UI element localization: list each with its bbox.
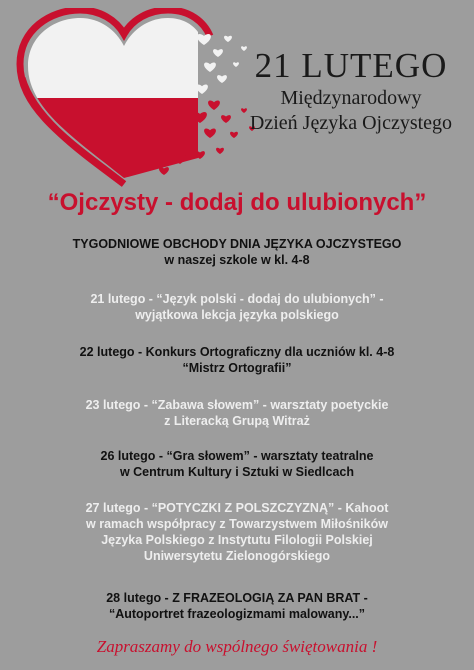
event-line: w Centrum Kultury i Sztuki w Siedlcach <box>119 465 355 479</box>
small-heart-icon <box>217 75 227 83</box>
small-heart-icon <box>208 101 220 110</box>
date-title-block <box>238 46 464 136</box>
event-line: wyjątkowa lekcja języka polskiego <box>135 308 339 322</box>
event-item <box>0 448 474 480</box>
small-heart-icon <box>224 36 232 42</box>
event-item <box>0 291 474 323</box>
small-heart-icon <box>221 115 231 123</box>
small-heart-icon <box>204 63 216 72</box>
polish-flag-heart-icon <box>14 8 264 188</box>
event-item <box>0 344 474 376</box>
event-name-line2: Dzień Języka Ojczystego <box>249 112 453 134</box>
event-item <box>0 500 474 564</box>
small-heart-icon <box>213 49 223 57</box>
small-heart-icon <box>204 129 216 138</box>
event-line: w ramach współpracy z Towarzystwem Miłośników <box>86 517 388 531</box>
event-line: 27 lutego - “POTYCZKI Z POLSZCZYZNĄ” - Kahoot <box>85 501 389 515</box>
intro-line1: TYGODNIOWE OBCHODY DNIA JĘZYKA OJCZYSTEGO <box>72 237 402 251</box>
small-heart-icon <box>230 132 238 138</box>
invitation-footer: Zapraszamy do wspólnego świętowania ! <box>96 637 378 656</box>
intro-line2: w naszej szkole w kl. 4-8 <box>164 253 310 267</box>
event-line: Uniwersytetu Zielonogórskiego <box>143 549 331 563</box>
event-line: z Literacką Grupą Witraż <box>164 414 310 428</box>
event-item <box>0 590 474 622</box>
small-heart-icon <box>216 148 224 154</box>
event-line: 26 lutego - “Gra słowem” - warsztaty teatralne <box>100 449 374 463</box>
event-line: Języka Polskiego z Instytutu Filologii Polskiej <box>101 533 373 547</box>
event-line: 21 lutego - “Język polski - dodaj do ulubionych” - <box>90 292 384 306</box>
small-heart-icon <box>197 34 211 45</box>
event-line: 23 lutego - “Zabawa słowem” - warsztaty poetyckie <box>85 398 389 412</box>
event-line: 28 lutego - Z FRAZEOLOGIĄ ZA PAN BRAT - <box>106 591 368 605</box>
event-line: 22 lutego - Konkurs Ortograficzny dla uczniów kl. 4-8 <box>79 345 395 359</box>
small-heart-icon <box>159 167 169 175</box>
intro <box>0 236 474 268</box>
slogan: “Ojczysty - dodaj do ulubionych” <box>47 189 427 216</box>
event-name-line1: Międzynarodowy <box>280 87 422 109</box>
event-line: “Autoportret frazeologizmami malowany...” <box>108 607 366 621</box>
event-item <box>0 397 474 429</box>
event-line: “Mistrz Ortografii” <box>182 361 292 375</box>
date-title: 21 LUTEGO <box>254 46 448 85</box>
